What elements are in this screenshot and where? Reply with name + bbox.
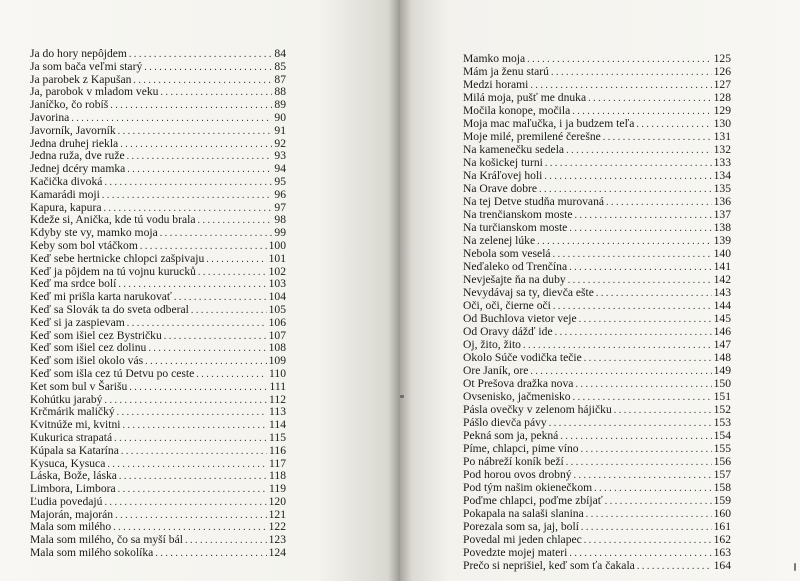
- toc-entry: [463, 52, 731, 65]
- toc-entry-page-number: 130: [713, 117, 731, 130]
- toc-entry-title: Kačička divoká: [30, 174, 103, 188]
- toc-entry-title: Poďme chlapci, poďme zbíjať: [463, 494, 603, 507]
- toc-entry-title: Pod tým našim okienečkom: [463, 481, 593, 494]
- dot-leader: [127, 151, 273, 164]
- toc-entry: [463, 104, 731, 117]
- toc-entry-page-number: 117: [269, 456, 286, 470]
- toc-entry: [463, 429, 731, 442]
- toc-entry: [463, 312, 731, 325]
- toc-entry-page-number: 91: [274, 123, 286, 137]
- toc-entry-title: Keď ja pôjdem na tú vojnu kurucků: [30, 264, 196, 278]
- toc-entry-title: Kohútku jarabý: [30, 392, 103, 406]
- table-of-contents-right: [463, 52, 731, 572]
- toc-entry-page-number: 139: [713, 234, 731, 247]
- dot-leader: [107, 459, 267, 472]
- toc-entry-title: Mala som milého sokolíka: [30, 546, 154, 560]
- toc-entry-title: Na Orave dobre: [463, 182, 538, 195]
- toc-entry-page-number: 120: [268, 494, 286, 508]
- toc-entry: [30, 419, 286, 432]
- toc-entry-title: Ja parobek z Kapušan: [30, 72, 132, 86]
- toc-entry: [463, 195, 731, 208]
- dot-leader: [129, 49, 272, 62]
- toc-entry-title: Jedna ruža, dve ruže: [30, 149, 125, 163]
- toc-entry-page-number: 136: [713, 195, 731, 208]
- dot-leader: [127, 164, 272, 177]
- toc-entry: [30, 176, 286, 189]
- toc-entry-title: Kysuca, Kysuca: [30, 456, 106, 470]
- toc-entry-page-number: 126: [713, 65, 731, 78]
- dot-leader: [118, 484, 267, 497]
- dot-leader: [553, 248, 712, 261]
- toc-entry-page-number: 146: [713, 325, 731, 338]
- toc-entry-title: Ja som bača veľmi starý: [30, 59, 143, 73]
- toc-entry-page-number: 129: [713, 104, 731, 117]
- toc-entry: [30, 304, 286, 317]
- dot-leader: [569, 261, 712, 274]
- toc-entry-page-number: 113: [269, 405, 286, 419]
- toc-entry-page-number: 96: [274, 187, 286, 201]
- toc-entry-title: Moja mac maľučka, i ja budzem teľa: [463, 117, 635, 130]
- toc-entry: [463, 156, 731, 169]
- toc-entry: [463, 364, 731, 377]
- toc-entry-title: Kapura, kapura: [30, 200, 102, 214]
- toc-entry: [30, 253, 286, 266]
- toc-entry-page-number: 128: [713, 91, 731, 104]
- toc-entry-title: Po nábreží koník beží: [463, 455, 564, 468]
- dot-leader: [574, 469, 712, 482]
- toc-entry: [463, 221, 731, 234]
- toc-entry-title: Limbora, Limbora: [30, 482, 116, 496]
- toc-entry-page-number: 122: [268, 520, 286, 534]
- toc-entry-title: Na kamenečku sedela: [463, 143, 565, 156]
- toc-entry-title: Javorník, Javorník: [30, 123, 116, 137]
- toc-entry-title: Na trenčianskom moste: [463, 208, 573, 221]
- toc-entry-title: Ja, parobok v mladom veku: [30, 85, 159, 99]
- dot-leader: [117, 407, 267, 420]
- toc-entry: [463, 494, 731, 507]
- toc-entry-page-number: 92: [274, 136, 286, 150]
- toc-entry-title: Pášlo dievča pávy: [463, 416, 547, 429]
- page-edge-mark: [794, 563, 796, 571]
- toc-entry-title: Keď sa Slovák ta do sveta odberal: [30, 302, 189, 316]
- toc-entry-page-number: 100: [268, 238, 286, 252]
- toc-entry: [463, 260, 731, 273]
- toc-entry-title: Od Oravy dážď ide: [463, 325, 553, 338]
- toc-entry-page-number: 103: [268, 277, 286, 291]
- dot-leader: [544, 170, 711, 183]
- dot-leader: [115, 510, 267, 523]
- toc-entry-page-number: 115: [269, 430, 286, 444]
- toc-entry-page-number: 145: [713, 312, 731, 325]
- toc-entry-title: Nevješajte ňa na duby: [463, 273, 566, 286]
- dot-leader: [537, 235, 712, 248]
- toc-entry-page-number: 87: [274, 72, 286, 86]
- toc-entry: [463, 247, 731, 260]
- dot-leader: [160, 87, 272, 100]
- toc-entry: [30, 355, 286, 368]
- toc-entry-page-number: 140: [713, 247, 731, 260]
- toc-entry-page-number: 147: [713, 338, 731, 351]
- toc-entry-page-number: 141: [713, 260, 731, 273]
- toc-entry-page-number: 107: [268, 328, 286, 342]
- toc-entry-title: Oči, oči, čierne oči: [463, 299, 551, 312]
- toc-entry: [30, 368, 286, 381]
- dot-leader: [129, 382, 267, 395]
- toc-entry-title: Porezala som sa, jaj, bolí: [463, 520, 579, 533]
- toc-entry-title: Keď ma srdce bolí: [30, 277, 117, 291]
- dot-leader: [603, 131, 712, 144]
- toc-entry-page-number: 118: [269, 469, 286, 483]
- toc-entry-page-number: 162: [713, 533, 731, 546]
- toc-entry-page-number: 158: [713, 481, 731, 494]
- toc-entry-title: Mala som milého: [30, 520, 112, 534]
- toc-entry-page-number: 157: [713, 468, 731, 481]
- toc-entry-page-number: 124: [268, 546, 286, 560]
- toc-entry-page-number: 164: [713, 559, 731, 572]
- toc-entry-title: Ot Prešova dražka nova: [463, 377, 574, 390]
- toc-entry: [463, 520, 731, 533]
- toc-entry: [463, 351, 731, 364]
- toc-entry-page-number: 125: [713, 52, 731, 65]
- toc-entry: [463, 507, 731, 520]
- toc-entry: [30, 61, 286, 74]
- toc-entry: [30, 317, 286, 330]
- toc-entry-title: Kdeže si, Anička, kde tú vodu brala: [30, 213, 196, 227]
- toc-entry: [463, 117, 731, 130]
- dot-leader: [566, 456, 712, 469]
- dot-leader: [594, 482, 711, 495]
- dot-leader: [118, 126, 273, 139]
- toc-entry: [30, 445, 286, 458]
- dot-leader: [555, 326, 712, 339]
- dot-leader: [164, 331, 267, 344]
- dot-leader: [196, 369, 267, 382]
- toc-entry-title: Keď si ja zaspievam: [30, 315, 125, 329]
- toc-entry-page-number: 101: [268, 251, 286, 265]
- toc-entry-title: Jednej dcéry mamka: [30, 162, 126, 176]
- toc-entry-title: Močila konope, močila: [463, 104, 571, 117]
- toc-entry: [463, 299, 731, 312]
- toc-entry: [30, 189, 286, 202]
- toc-entry-page-number: 163: [713, 546, 731, 559]
- dot-leader: [553, 300, 712, 313]
- toc-entry-title: Nebola som veselá: [463, 247, 551, 260]
- toc-entry-page-number: 143: [713, 286, 731, 299]
- toc-entry: [30, 496, 286, 509]
- toc-entry-page-number: 127: [713, 78, 731, 91]
- toc-entry: [30, 381, 286, 394]
- dot-leader: [191, 305, 267, 318]
- toc-entry: [463, 65, 731, 78]
- dot-leader: [579, 313, 712, 326]
- toc-entry-page-number: 142: [713, 273, 731, 286]
- toc-entry: [463, 182, 731, 195]
- toc-entry-title: Láska, Bože, láska: [30, 469, 117, 483]
- toc-entry-title: Krčmárik maličký: [30, 405, 115, 419]
- toc-entry-page-number: 104: [268, 290, 286, 304]
- toc-entry-page-number: 109: [268, 354, 286, 368]
- toc-entry-title: Na turčianskom moste: [463, 221, 568, 234]
- toc-entry: [463, 169, 731, 182]
- toc-entry-page-number: 111: [269, 379, 286, 393]
- toc-entry-page-number: 90: [274, 110, 286, 124]
- margin-mark: [400, 395, 404, 398]
- dot-leader: [605, 495, 712, 508]
- toc-entry: [30, 547, 286, 560]
- toc-entry-page-number: 114: [269, 418, 286, 432]
- toc-entry-title: Pekná som ja, pekná: [463, 429, 559, 442]
- toc-entry-page-number: 121: [268, 507, 286, 521]
- toc-entry-page-number: 151: [713, 390, 731, 403]
- toc-entry-page-number: 110: [269, 366, 286, 380]
- dot-leader: [148, 343, 266, 356]
- toc-entry-title: Kvitnúže mi, kvitni: [30, 418, 121, 432]
- toc-entry-title: Povedal mi jeden chlapec: [463, 533, 582, 546]
- dot-leader: [110, 100, 272, 113]
- toc-entry: [463, 78, 731, 91]
- dot-leader: [104, 497, 266, 510]
- dot-leader: [114, 433, 267, 446]
- dot-leader: [574, 209, 711, 222]
- toc-entry-page-number: 144: [713, 299, 731, 312]
- toc-entry-title: Janíčko, čo robíš: [30, 98, 109, 112]
- toc-entry-title: Nevydávaj sa ty, dievča ešte: [463, 286, 594, 299]
- toc-entry-page-number: 123: [268, 533, 286, 547]
- dot-leader: [545, 157, 712, 170]
- toc-entry-title: Medzi horami: [463, 78, 529, 91]
- toc-entry-page-number: 99: [274, 226, 286, 240]
- toc-entry-title: Od Buchlova vietor veje: [463, 312, 577, 325]
- dot-leader: [560, 430, 711, 443]
- toc-entry-title: Pokapala na salaši slanina: [463, 507, 584, 520]
- toc-entry: [463, 234, 731, 247]
- toc-entry-page-number: 116: [269, 443, 286, 457]
- toc-entry-title: Keď sebe hertnicke chlopci zašpivaju: [30, 251, 205, 265]
- dot-leader: [581, 443, 712, 456]
- toc-entry: [463, 403, 731, 416]
- toc-entry-title: Keď som išla cez tú Detvu po ceste: [30, 366, 195, 380]
- toc-entry-title: Keď mi prišla karta narukovať: [30, 290, 172, 304]
- toc-entry-title: Kdyby ste vy, mamko moja: [30, 226, 158, 240]
- toc-entry-title: Jedna druhej riekla: [30, 136, 119, 150]
- toc-entry: [463, 208, 731, 221]
- toc-entry-title: Pod horou ovos drobný: [463, 468, 572, 481]
- toc-entry: [463, 481, 731, 494]
- dot-leader: [551, 66, 712, 79]
- toc-entry-page-number: 153: [713, 416, 731, 429]
- toc-entry-page-number: 102: [268, 264, 286, 278]
- toc-entry-page-number: 97: [274, 200, 286, 214]
- dot-leader: [104, 395, 267, 408]
- toc-entry-title: Kúpala sa Katarína: [30, 443, 119, 457]
- toc-entry: [463, 130, 731, 143]
- toc-entry: [463, 559, 731, 572]
- dot-leader: [160, 228, 273, 241]
- toc-entry: [30, 432, 286, 445]
- dot-leader: [185, 535, 267, 548]
- dot-leader: [120, 139, 272, 152]
- toc-entry-page-number: 138: [713, 221, 731, 234]
- toc-entry: [463, 546, 731, 559]
- toc-entry-page-number: 135: [713, 182, 731, 195]
- toc-entry-title: Ovsenisko, jačmenisko: [463, 390, 571, 403]
- dot-leader: [586, 508, 712, 521]
- dot-leader: [144, 62, 272, 75]
- toc-entry-title: Ket som bul v Šarišu: [30, 379, 128, 393]
- toc-entry-title: Keď som išiel okolo vás: [30, 354, 144, 368]
- toc-entry-title: Píme, chlapci, pime víno: [463, 442, 579, 455]
- toc-entry-page-number: 154: [713, 429, 731, 442]
- dot-leader: [581, 521, 712, 534]
- dot-leader: [636, 118, 711, 131]
- dot-leader: [102, 190, 273, 203]
- dot-leader: [119, 471, 267, 484]
- toc-entry-title: Milá moja, pušť me dnuka: [463, 91, 587, 104]
- toc-entry: [463, 325, 731, 338]
- dot-leader: [637, 560, 712, 573]
- toc-entry-title: Keď som išiel cez Bystričku: [30, 328, 162, 342]
- toc-entry-page-number: 150: [713, 377, 731, 390]
- dot-leader: [121, 446, 267, 459]
- toc-entry-title: Na Kráľovej holi: [463, 169, 543, 182]
- dot-leader: [596, 287, 712, 300]
- toc-entry-page-number: 132: [713, 143, 731, 156]
- toc-entry-title: Mamko moja: [463, 52, 526, 65]
- toc-entry: [463, 91, 731, 104]
- toc-entry: [463, 338, 731, 351]
- toc-entry: [30, 483, 286, 496]
- toc-entry: [463, 143, 731, 156]
- toc-entry: [463, 455, 731, 468]
- toc-entry-page-number: 131: [713, 130, 731, 143]
- toc-entry-title: Neďaleko od Trenčína: [463, 260, 568, 273]
- toc-entry-page-number: 88: [274, 85, 286, 99]
- toc-entry-page-number: 89: [274, 98, 286, 112]
- dot-leader: [206, 254, 266, 267]
- toc-entry-page-number: 84: [274, 47, 286, 60]
- toc-entry-page-number: 156: [713, 455, 731, 468]
- toc-entry-page-number: 105: [268, 302, 286, 316]
- dot-leader: [588, 92, 711, 105]
- toc-entry-title: Kamarádi moji: [30, 187, 100, 201]
- table-of-contents-left: [30, 48, 286, 560]
- toc-entry-title: Keby som bol vtáčkom: [30, 238, 138, 252]
- dot-leader: [584, 352, 712, 365]
- toc-entry-page-number: 159: [713, 494, 731, 507]
- toc-entry-title: Ore Janík, ore: [463, 364, 529, 377]
- toc-entry-page-number: 85: [274, 59, 286, 73]
- toc-entry-page-number: 94: [274, 162, 286, 176]
- toc-entry-page-number: 160: [713, 507, 731, 520]
- toc-entry-page-number: 137: [713, 208, 731, 221]
- dot-leader: [606, 196, 712, 209]
- toc-entry-page-number: 161: [713, 520, 731, 533]
- toc-entry-page-number: 155: [713, 442, 731, 455]
- dot-leader: [197, 215, 272, 228]
- dot-leader: [527, 53, 711, 66]
- dot-leader: [155, 548, 266, 561]
- toc-entry: [463, 468, 731, 481]
- toc-entry: [463, 286, 731, 299]
- dot-leader: [569, 222, 711, 235]
- toc-entry-page-number: 148: [713, 351, 731, 364]
- toc-entry-page-number: 112: [269, 392, 286, 406]
- toc-entry-title: Moje milé, premilené čerešne: [463, 130, 601, 143]
- toc-entry-title: Na tej Detve studňa murovaná: [463, 195, 605, 208]
- toc-entry-title: Kukurica strapatá: [30, 430, 113, 444]
- toc-entry-title: Oj, žito, žito: [463, 338, 521, 351]
- toc-entry-title: Na zelenej lúke: [463, 234, 536, 247]
- toc-entry: [463, 390, 731, 403]
- dot-leader: [104, 177, 272, 190]
- toc-entry-title: Okolo Súče vodička tečie: [463, 351, 582, 364]
- toc-entry: [463, 533, 731, 546]
- toc-entry-title: Majorán, majorán: [30, 507, 114, 521]
- toc-entry: [30, 240, 286, 253]
- right-page: [400, 0, 800, 581]
- dot-leader: [584, 534, 712, 547]
- toc-entry-title: Javorina: [30, 110, 70, 124]
- toc-entry: [30, 112, 286, 125]
- toc-entry-title: Ja do hory nepôjdem: [30, 47, 127, 60]
- toc-entry-title: Ľudia povedajú: [30, 494, 103, 508]
- dot-leader: [575, 378, 711, 391]
- toc-entry-title: Keď som išiel cez dolinu: [30, 341, 147, 355]
- dot-leader: [123, 420, 268, 433]
- toc-entry: [463, 273, 731, 286]
- toc-entry: [463, 377, 731, 390]
- toc-entry-title: Povedzte mojej materi: [463, 546, 568, 559]
- dot-leader: [198, 267, 267, 280]
- toc-entry-page-number: 93: [274, 149, 286, 163]
- toc-entry: [30, 48, 286, 61]
- toc-entry-page-number: 134: [713, 169, 731, 182]
- toc-entry-page-number: 119: [269, 482, 286, 496]
- toc-entry-title: Na košickej turni: [463, 156, 543, 169]
- toc-entry: [463, 416, 731, 429]
- toc-entry: [463, 442, 731, 455]
- toc-entry-page-number: 149: [713, 364, 731, 377]
- toc-entry-title: Pásla ovečky v zelenom hájičku: [463, 403, 612, 416]
- toc-entry-title: Mala som milého, čo sa myší bál: [30, 533, 183, 547]
- toc-entry-page-number: 106: [268, 315, 286, 329]
- dot-leader: [614, 404, 712, 417]
- toc-entry-page-number: 108: [268, 341, 286, 355]
- toc-entry-page-number: 152: [713, 403, 731, 416]
- dot-leader: [566, 144, 712, 157]
- toc-entry-page-number: 98: [274, 213, 286, 227]
- dot-leader: [549, 417, 712, 430]
- toc-entry-title: Mám ja ženu starú: [463, 65, 549, 78]
- toc-entry: [30, 125, 286, 138]
- toc-entry-title: Prečo si neprišiel, keď som ťa čakala: [463, 559, 635, 572]
- toc-entry-page-number: 133: [713, 156, 731, 169]
- toc-entry-page-number: 95: [274, 174, 286, 188]
